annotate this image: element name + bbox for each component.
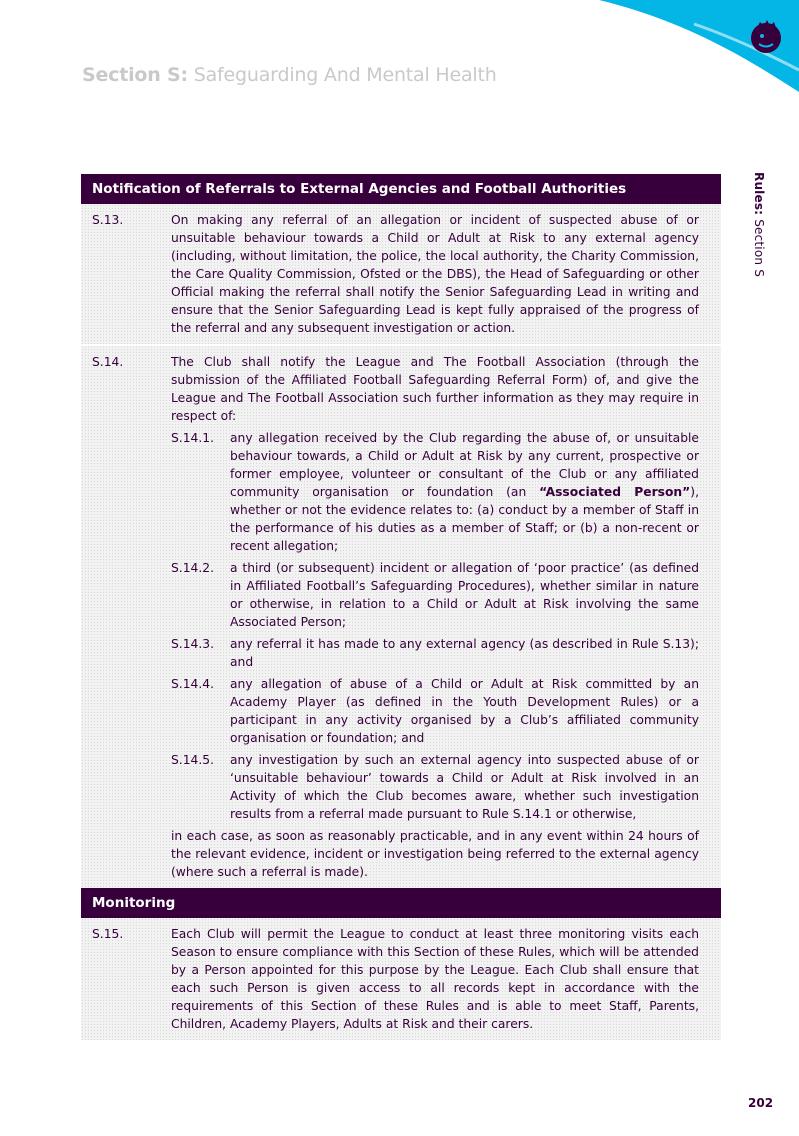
subrule-number: S.14.3. xyxy=(171,637,215,651)
subrule-s14-5 xyxy=(171,751,699,823)
defined-term: “Associated Person” xyxy=(539,485,691,499)
rule-number: S.13. xyxy=(92,213,124,227)
subrule-number: S.14.5. xyxy=(171,753,215,767)
section-heading-notification: Notification of Referrals to External Agencies and Football Authorities xyxy=(81,174,721,204)
subrule-s14-4 xyxy=(171,675,699,747)
rule-text xyxy=(171,211,699,337)
corner-banner xyxy=(599,0,799,100)
rules-block-monitoring xyxy=(81,918,721,1040)
rule-text-paragraph: On making any referral of an allegation or incident of suspected abuse of or unsuitable behaviour towards a Child or Adult at Risk to any external agency (including, without limitation, the police, the local authority, the Charity Commission, the Care Quality Commission, Ofsted or the DBS), the Head of Safeguarding or other Official making the referral shall notify the Senior Safeguarding Lead in writing and ensure that the Senior Safeguarding Lead is kept fully appraised of the progress of the referral and any subsequent investigation or action. xyxy=(171,213,699,335)
rule-closing-text: in each case, as soon as reasonably practicable, and in any event within 24 hours of the relevant evidence, incident or investigation being referred to the external agency (where such a referral is made). xyxy=(171,829,699,879)
subrule-number: S.14.1. xyxy=(171,431,215,445)
rules-block-notification xyxy=(81,204,721,888)
subrule-text: any allegation of abuse of a Child or Adult at Risk committed by an Academy Player (as defined in the Youth Development Rules) or a participant in any activity organised by a Club’s affiliated community organisation or foundation; and xyxy=(230,677,699,745)
subrule-text: any investigation by such an external agency into suspected abuse of or ‘unsuitable behaviour’ towards a Child or Adult at Risk involved in an Activity of which the Club becomes aware, whether such investigation results from a referral made pursuant to Rule S.14.1 or otherwise, xyxy=(230,753,699,821)
subrule-text: any referral it has made to any external agency (as described in Rule S.13); and xyxy=(230,637,699,669)
page-number: 202 xyxy=(748,1096,774,1110)
subrule-text xyxy=(230,429,699,555)
rule-number: S.15. xyxy=(92,927,124,941)
side-tab xyxy=(752,172,766,277)
rule-text xyxy=(171,353,699,881)
rule-number: S.14. xyxy=(92,355,124,369)
side-tab-label-bold: Rules: xyxy=(752,172,766,216)
subrule-text: a third (or subsequent) incident or allegation of ‘poor practice’ (as defined in Affiliated Football’s Safeguarding Procedures), whether similar in nature or otherwise, in relation to a Child or Adult at Risk involving the same Associated Person; xyxy=(230,561,699,629)
subrule-number: S.14.4. xyxy=(171,677,215,691)
subrule-s14-1 xyxy=(171,429,699,555)
subrule-s14-2 xyxy=(171,559,699,631)
rule-s13 xyxy=(81,204,721,344)
section-title: Safeguarding And Mental Health xyxy=(193,64,497,86)
rule-text-paragraph: Each Club will permit the League to conduct at least three monitoring visits each Season to ensure compliance with this Section of these Rules, which will be attended by a Person appointed for this purpose by the League. Each Club shall ensure that each such Person is given access to all records kept in accordance with the requirements of this Section of these Rules and is able to meet Staff, Parents, Children, Academy Players, Adults at Risk and their carers. xyxy=(171,927,699,1031)
rule-s15 xyxy=(81,918,721,1040)
section-heading-monitoring: Monitoring xyxy=(81,888,721,918)
subrule-text-after: ), whether or not the evidence relates to: (a) conduct by a member of Staff in the performance of his duties as a member of Staff; or (b) a non-recent or recent allegation; xyxy=(230,485,699,553)
side-tab-label-rest: Section S xyxy=(752,219,766,278)
subrule-number: S.14.2. xyxy=(171,561,215,575)
rule-s14 xyxy=(81,344,721,888)
subrule-text-before: any allegation received by the Club regarding the abuse of, or unsuitable behaviour towards, a Child or Adult at Risk by any current, prospective or former employee, volunteer or consultant of the Club or any affiliated community organisation or foundation (an xyxy=(230,431,699,499)
subrule-s14-3 xyxy=(171,635,699,671)
page-header xyxy=(82,64,497,86)
rule-text xyxy=(171,925,699,1033)
rule-text-paragraph: The Club shall notify the League and The Football Association (through the submission of the Affiliated Football Safeguarding Referral Form) of, and give the League and The Football Association such further information as they may require in respect of: xyxy=(171,355,699,423)
rules-content xyxy=(81,174,721,1040)
section-label: Section S: xyxy=(82,64,188,86)
